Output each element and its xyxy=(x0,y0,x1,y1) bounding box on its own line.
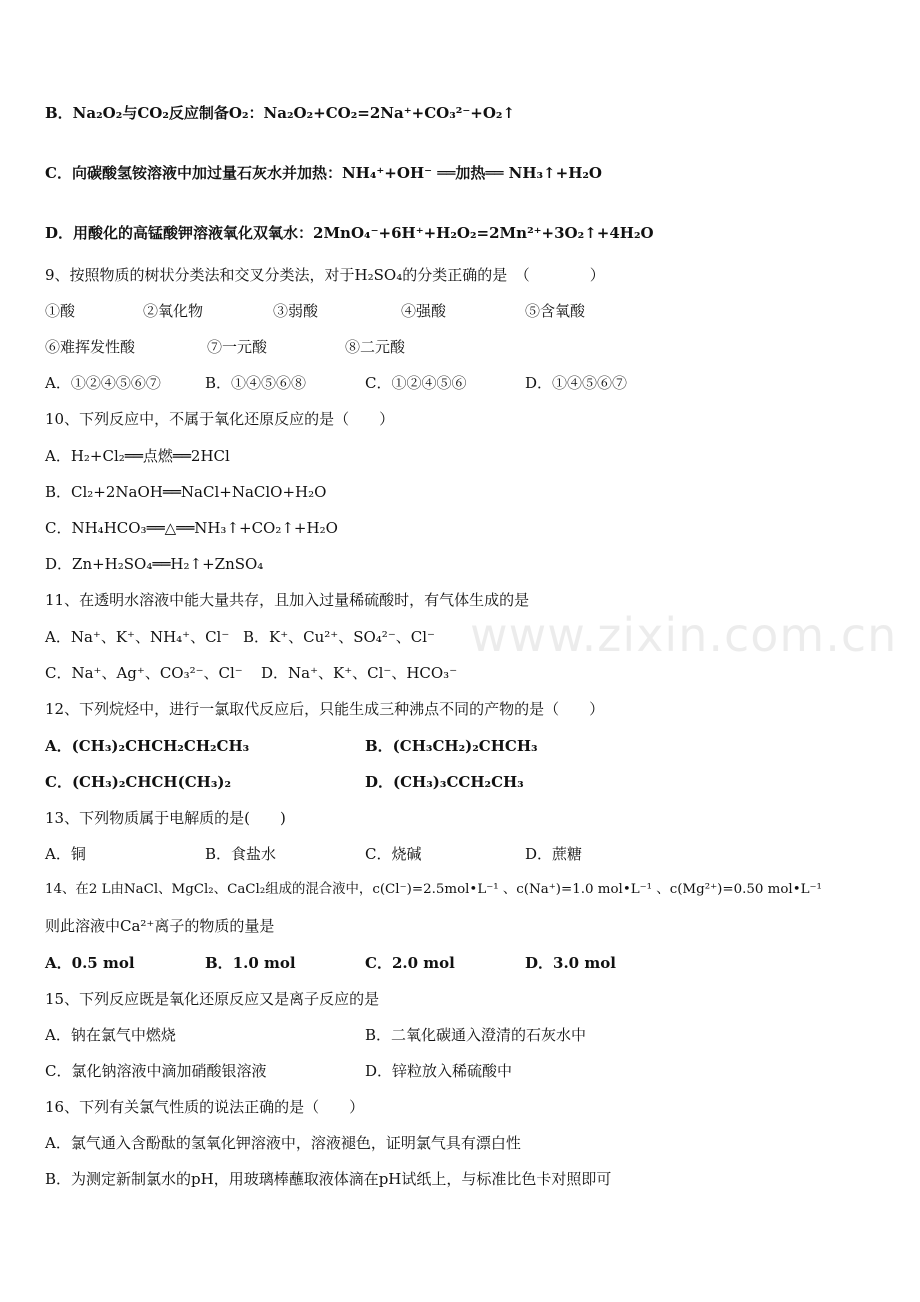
q16-stem: 16、下列有关氯气性质的说法正确的是（ ） xyxy=(45,1098,365,1116)
q12-option: B．(CH₃CH₂)₂CHCH₃ xyxy=(365,737,538,755)
watermark: www.zixin.com.cn xyxy=(470,608,898,662)
q14-stem-cont: 则此溶液中Ca²⁺离子的物质的量是 xyxy=(45,917,275,935)
q9-option: C．①②④⑤⑥ xyxy=(365,374,467,392)
q12-option: D．(CH₃)₃CCH₂CH₃ xyxy=(365,773,524,791)
q13-option: C．烧碱 xyxy=(365,845,422,863)
q11-option: B．K⁺、Cu²⁺、SO₄²⁻、Cl⁻ xyxy=(243,628,435,646)
q12-stem: 12、下列烷烃中，进行一氯取代反应后，只能生成三种沸点不同的产物的是（ ） xyxy=(45,700,605,718)
q14-option: D．3.0 mol xyxy=(525,954,616,972)
q10-option-d: D．Zn+H₂SO₄══H₂↑+ZnSO₄ xyxy=(45,555,264,573)
q10-option-b: B．Cl₂+2NaOH══NaCl+NaClO+H₂O xyxy=(45,483,327,501)
q11-option: D．Na⁺、K⁺、Cl⁻、HCO₃⁻ xyxy=(261,664,458,682)
q14-stem: 14、在2 L由NaCl、MgCl₂、CaCl₂组成的混合液中，c(Cl⁻)=2.5mol•L⁻¹ 、c(Na⁺)=1.0 mol•L⁻¹ 、c(Mg²⁺)=0.50 mol•L⁻¹ xyxy=(45,882,822,897)
q14-option: A．0.5 mol xyxy=(45,954,135,972)
q8-option-d: D．用酸化的高锰酸钾溶液氧化双氧水：2MnO₄⁻+6H⁺+H₂O₂=2Mn²⁺+3O₂↑+4H₂O xyxy=(45,224,654,242)
q9-option: D．①④⑤⑥⑦ xyxy=(525,374,628,392)
q13-option: B．食盐水 xyxy=(205,845,277,863)
q14-option: B．1.0 mol xyxy=(205,954,296,972)
q12-option: A．(CH₃)₂CHCH₂CH₂CH₃ xyxy=(45,737,250,755)
q13-option: D．蔗糖 xyxy=(525,845,583,863)
q8-option-b: B．Na₂O₂与CO₂反应制备O₂：Na₂O₂+CO₂=2Na⁺+CO₃²⁻+O₂↑ xyxy=(45,104,516,122)
q10-stem: 10、下列反应中，不属于氧化还原反应的是（ ） xyxy=(45,410,395,428)
q9-item: ⑥难挥发性酸 xyxy=(45,338,136,356)
q9-item: ②氧化物 xyxy=(143,302,204,320)
q15-option: B．二氧化碳通入澄清的石灰水中 xyxy=(365,1026,587,1044)
q14-option: C．2.0 mol xyxy=(365,954,455,972)
q16-option-a: A．氯气通入含酚酞的氢氧化钾溶液中，溶液褪色，证明氯气具有漂白性 xyxy=(45,1134,521,1152)
q15-option: A．钠在氯气中燃烧 xyxy=(45,1026,176,1044)
q10-option-c: C．NH₄HCO₃══△══NH₃↑+CO₂↑+H₂O xyxy=(45,519,338,537)
q16-option-b: B．为测定新制氯水的pH，用玻璃棒蘸取液体滴在pH试纸上，与标准比色卡对照即可 xyxy=(45,1170,612,1188)
q11-option: A．Na⁺、K⁺、NH₄⁺、Cl⁻ xyxy=(45,628,230,646)
q8-option-c: C．向碳酸氢铵溶液中加过量石灰水并加热：NH₄⁺+OH⁻ ══加热══ NH₃↑+H₂O xyxy=(45,164,603,182)
q15-option: C．氯化钠溶液中滴加硝酸银溶液 xyxy=(45,1062,267,1080)
q9-item: ③弱酸 xyxy=(273,302,319,320)
q15-stem: 15、下列反应既是氧化还原反应又是离子反应的是 xyxy=(45,990,380,1008)
q9-stem: 9、按照物质的树状分类法和交叉分类法，对于H₂SO₄的分类正确的是 （ ） xyxy=(45,266,605,284)
q9-item: ⑦一元酸 xyxy=(207,338,268,356)
q13-option: A．铜 xyxy=(45,845,86,863)
q9-item: ⑤含氧酸 xyxy=(525,302,586,320)
q11-stem: 11、在透明水溶液中能大量共存，且加入过量稀硫酸时，有气体生成的是 xyxy=(45,591,530,609)
q9-item: ①酸 xyxy=(45,302,76,320)
q9-item: ⑧二元酸 xyxy=(345,338,406,356)
q12-option: C．(CH₃)₂CHCH(CH₃)₂ xyxy=(45,773,232,791)
q9-option: A．①②④⑤⑥⑦ xyxy=(45,374,161,392)
q10-option-a: A．H₂+Cl₂══点燃══2HCl xyxy=(45,447,230,465)
q9-item: ④强酸 xyxy=(401,302,447,320)
q13-stem: 13、下列物质属于电解质的是( ) xyxy=(45,809,286,827)
q9-option: B．①④⑤⑥⑧ xyxy=(205,374,307,392)
q11-option: C．Na⁺、Ag⁺、CO₃²⁻、Cl⁻ xyxy=(45,664,243,682)
q15-option: D．锌粒放入稀硫酸中 xyxy=(365,1062,513,1080)
